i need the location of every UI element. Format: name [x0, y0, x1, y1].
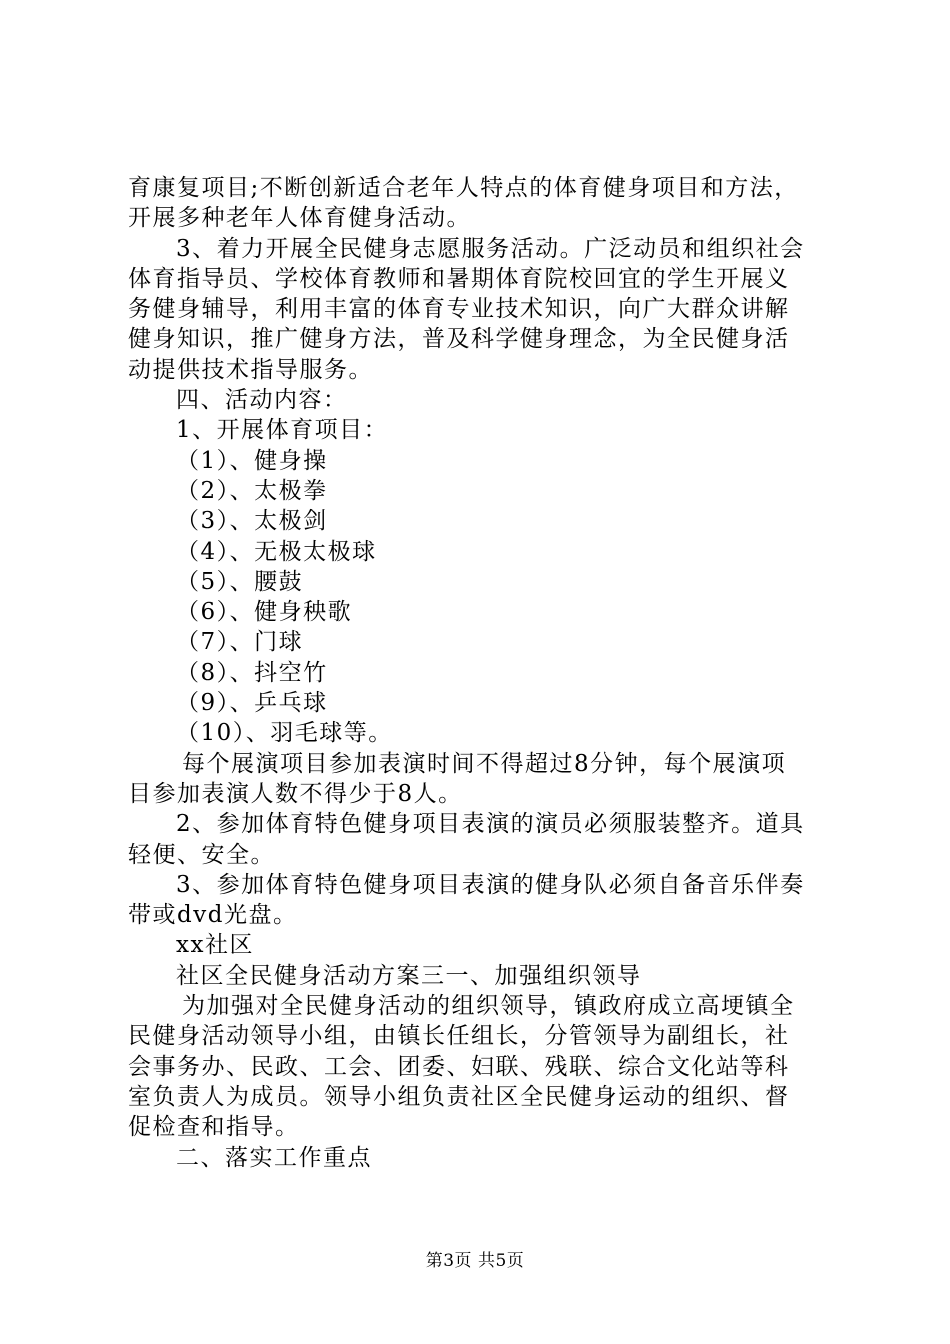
text-line: （9）、乒乓球 — [176, 690, 328, 717]
text-line: 2、参加体育特色健身项目表演的演员必须服装整齐。道具 — [176, 811, 805, 838]
text-line: 促检查和指导。 — [128, 1114, 300, 1141]
text-line: 民健身活动领导小组，由镇长任组长，分管领导为副组长，社 — [128, 1023, 790, 1050]
text-line: 开展多种老年人体育健身活动。 — [128, 205, 471, 232]
text-line: 为加强对全民健身活动的组织领导，镇政府成立高埂镇全 — [182, 993, 795, 1020]
text-line: 二、落实工作重点 — [176, 1144, 372, 1171]
text-line: （1）、健身操 — [176, 447, 328, 474]
text-line: 育康复项目;不断创新适合老年人特点的体育健身项目和方法， — [128, 175, 799, 201]
text-line: 带或dvd光盘。 — [128, 902, 298, 929]
text-line: （5）、腰鼓 — [176, 568, 304, 595]
page-footer: 第3页 共5页 — [425, 1251, 525, 1271]
text-line: 务健身辅导，利用丰富的体育专业技术知识，向广大群众讲解 — [128, 296, 790, 323]
text-line: 1、开展体育项目： — [176, 417, 389, 444]
text-line: 体育指导员、学校体育教师和暑期体育院校回宜的学生开展义 — [128, 265, 790, 292]
text-line: （8）、抖空竹 — [176, 659, 328, 686]
text-line: （3）、太极剑 — [176, 508, 328, 535]
text-line: 健身知识，推广健身方法，普及科学健身理念，为全民健身活 — [128, 326, 790, 353]
text-line: 每个展演项目参加表演时间不得超过8分钟，每个展演项 — [182, 750, 787, 777]
text-line: （2）、太极拳 — [176, 477, 328, 504]
text-line: （6）、健身秧歌 — [176, 599, 353, 626]
text-line: 轻便、安全。 — [128, 841, 275, 868]
text-line: （7）、门球 — [176, 629, 304, 656]
text-line: 会事务办、民政、工会、团委、妇联、残联、综合文化站等科 — [128, 1053, 790, 1080]
text-line: （10）、羽毛球等。 — [176, 720, 393, 747]
text-line: 3、参加体育特色健身项目表演的健身队必须自备音乐伴奏 — [176, 871, 805, 898]
text-line: （4）、无极太极球 — [176, 538, 377, 565]
document-body — [128, 173, 828, 1173]
text-line: 室负责人为成员。领导小组负责社区全民健身运动的组织、督 — [128, 1083, 790, 1110]
text-line: xx社区 — [176, 932, 254, 959]
text-line: 四、活动内容： — [176, 387, 348, 414]
text-line: 动提供技术指导服务。 — [128, 356, 373, 383]
text-line: 目参加表演人数不得少于8人。 — [128, 780, 463, 807]
text-line: 3、着力开展全民健身志愿服务活动。广泛动员和组织社会 — [176, 235, 805, 262]
text-line: 社区全民健身活动方案三一、加强组织领导 — [176, 962, 642, 989]
